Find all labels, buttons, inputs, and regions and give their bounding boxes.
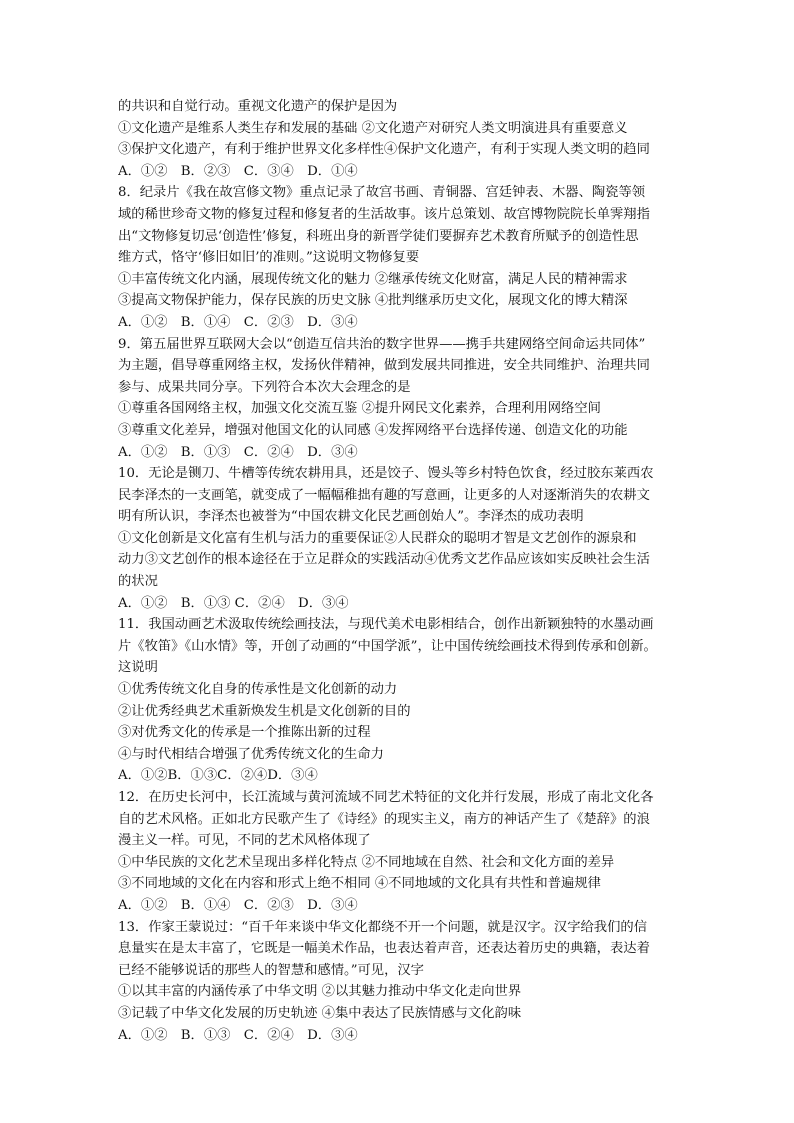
text-line: 为主题，倡导尊重网络主权，发扬伙伴精神，做到发展共同推进，安全共同维护、治理共同 bbox=[118, 358, 650, 374]
answer-choices: A．①② B．①④ C．②③ D．③④ bbox=[118, 897, 358, 913]
option-line: ①丰富传统文化内涵，展现传统文化的魅力 ②继承传统文化财富，满足人民的精神需求 bbox=[118, 271, 628, 287]
text-line: 民李泽杰的一支画笔，就变成了一幅幅稚拙有趣的写意画，让更多的人对逐渐消失的农耕文 bbox=[118, 487, 650, 503]
exam-page bbox=[118, 96, 680, 1046]
text-line: 出“文物修复切忌‘创造性’修复，科班出身的新晋学徒们要摒弃艺术教育所赋予的创造性思 bbox=[118, 228, 639, 244]
question-10 bbox=[118, 463, 680, 614]
text-line: 域的稀世珍奇文物的修复过程和修复者的生活故事。该片总策划、故宫博物院院长单霁翔指 bbox=[118, 206, 650, 222]
option-line: ①文化遗产是维系人类生存和发展的基础 ②文化遗产对研究人类文明演进具有重要意义 bbox=[118, 120, 628, 136]
answer-choices: A．①② B．①③ C．②④ D．③④ bbox=[118, 444, 358, 460]
question-stem: 12．在历史长河中，长江流域与黄河流域不同艺术特征的文化并行发展，形成了南北文化各 bbox=[118, 790, 654, 805]
text-line: 自的艺术风格。正如北方民歌产生了《诗经》的现实主义，南方的神话产生了《楚辞》的浪 bbox=[118, 811, 650, 827]
question-stem: 11．我国动画艺术汲取传统绘画技法，与现代美术电影相结合，创作出新颖独特的水墨动画 bbox=[118, 617, 654, 633]
text-line: 的共识和自觉行动。重视文化遗产的保护是因为 bbox=[118, 99, 398, 114]
option-line: ③不同地域的文化在内容和形式上绝不相同 ④不同地域的文化具有共性和普遍规律 bbox=[118, 876, 601, 892]
text-line: 维方式，恪守‘修旧如旧’的准则。”这说明文物修复要 bbox=[118, 250, 420, 266]
option-line: 动力③文艺创作的根本途径在于立足群众的实践活动④优秀文艺作品应该如实反映社会生活 bbox=[118, 552, 650, 568]
question-stem: 9．第五届世界互联网大会以“创造互信共治的数字世界——携手共建网络空间命运共同体” bbox=[118, 336, 646, 352]
option-line: ①优秀传统文化自身的传承性是文化创新的动力 bbox=[118, 682, 398, 698]
question-8 bbox=[118, 182, 680, 333]
text-line: 漫主义一样。可见，不同的艺术风格体现了 bbox=[118, 833, 371, 849]
option-line: ①中华民族的文化艺术呈现出多样化特点 ②不同地域在自然、社会和文化方面的差异 bbox=[118, 854, 615, 870]
option-line: ③尊重文化差异，增强对他国文化的认同感 ④发挥网络平台选择传递、创造文化的功能 bbox=[118, 422, 628, 438]
answer-choices: A．①② B．①③ C．②④ D．③④ bbox=[118, 595, 349, 611]
question-stem: 13．作家王蒙说过：“百千年来谈中华文化都绕不开一个问题，就是汉字。汉字给我们的信 bbox=[118, 919, 647, 935]
question-13 bbox=[118, 917, 680, 1047]
option-line: ③记载了中华文化发展的历史轨迹 ④集中表达了民族情感与文化韵味 bbox=[118, 1005, 522, 1021]
option-line: ③保护文化遗产，有利于维护世界文化多样性④保护文化遗产，有利于实现人类文明的趋同 bbox=[118, 142, 650, 158]
answer-choices: A．①② B．②③ C．③④ D．①④ bbox=[118, 163, 358, 179]
question-stem: 10．无论是铡刀、牛槽等传统农耕用具，还是饺子、馒头等乡村特色饮食，经过胶东莱西农 bbox=[118, 466, 654, 482]
question-stem: 8．纪录片《我在故宫修文物》重点记录了故宫书画、青铜器、宫廷钟表、木器、陶瓷等领 bbox=[118, 185, 646, 201]
question-7 bbox=[118, 96, 680, 182]
option-line: ④与时代相结合增强了优秀传统文化的生命力 bbox=[118, 746, 384, 762]
option-line: ①尊重各国网络主权，加强文化交流互鉴 ②提升网民文化素养，合理利用网络空间 bbox=[118, 401, 601, 417]
text-line: 参与、成果共同分享。下列符合本次大会理念的是 bbox=[118, 379, 411, 395]
text-line: 片《牧笛》《山水情》等，开创了动画的“中国学派”，让中国传统绘画技术得到传承和创新。 bbox=[118, 638, 657, 654]
question-11 bbox=[118, 614, 680, 787]
answer-choices: A．①② B．①④ C．②③ D．③④ bbox=[118, 314, 358, 330]
text-line: 息量实在是太丰富了，它既是一幅美术作品，也表达着声音，还表达着历史的典籍，表达着 bbox=[118, 941, 650, 957]
option-line: ③对优秀文化的传承是一个推陈出新的过程 bbox=[118, 725, 371, 741]
answer-choices: A．①②B．①③C．②④D．③④ bbox=[118, 768, 318, 784]
question-12 bbox=[118, 787, 680, 917]
option-line: 的状况 bbox=[118, 574, 158, 590]
text-line: 已经不能够说话的那些人的智慧和感情。”可见，汉字 bbox=[118, 962, 424, 978]
question-9 bbox=[118, 334, 680, 464]
option-line: ①以其丰富的内涵传承了中华文明 ②以其魅力推动中华文化走向世界 bbox=[118, 984, 522, 1000]
option-line: ②让优秀经典艺术重新焕发生机是文化创新的目的 bbox=[118, 703, 411, 719]
option-line: ①文化创新是文化富有生机与活力的重要保证②人民群众的聪明才智是文艺创作的源泉和 bbox=[118, 530, 637, 546]
text-line: 明有所认识，李泽杰也被誉为“中国农耕文化民艺画创始人”。李泽杰的成功表明 bbox=[118, 509, 584, 525]
answer-choices: A．①② B．①③ C．②④ D．③④ bbox=[118, 1027, 358, 1043]
option-line: ③提高文物保护能力，保存民族的历史文脉 ④批判继承历史文化，展现文化的博大精深 bbox=[118, 293, 628, 309]
text-line: 这说明 bbox=[118, 660, 158, 676]
